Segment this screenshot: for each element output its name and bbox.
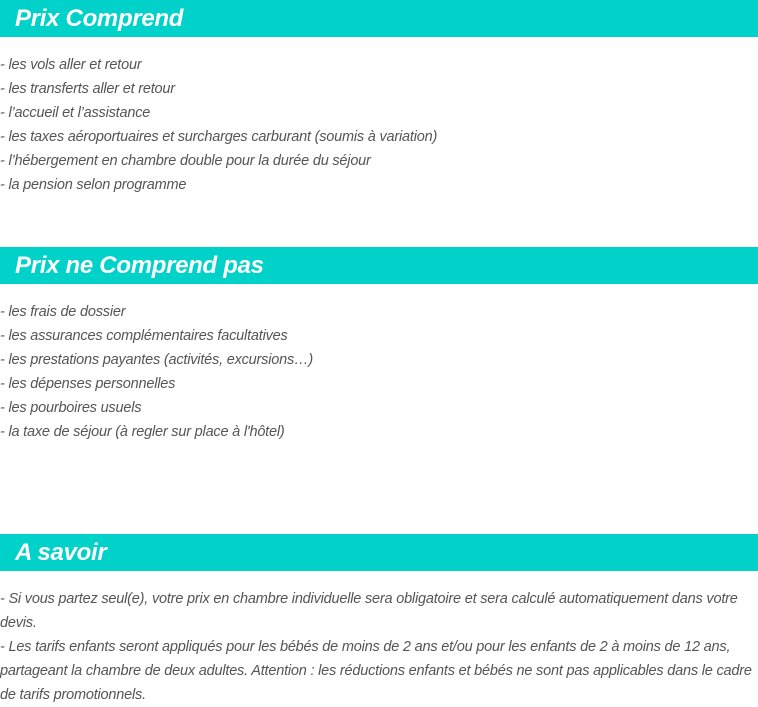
section-title: A savoir bbox=[15, 539, 107, 566]
list-item: - la pension selon programme bbox=[0, 177, 187, 193]
not-included-list bbox=[0, 300, 313, 444]
note-paragraph: - Si vous partez seul(e), votre prix en chambre individuelle sera obligatoire et sera calculé automatiquement dans votre devis. bbox=[0, 591, 738, 631]
section-header-a-savoir bbox=[0, 534, 758, 571]
list-item: - les vols aller et retour bbox=[0, 57, 142, 73]
section-header-prix-comprend bbox=[0, 0, 758, 37]
list-item: - les dépenses personnelles bbox=[0, 376, 176, 392]
list-item: - la taxe de séjour (à regler sur place à l'hôtel) bbox=[0, 424, 285, 440]
section-header-prix-ne-comprend-pas bbox=[0, 247, 758, 284]
list-item: - les pourboires usuels bbox=[0, 400, 142, 416]
a-savoir-notes bbox=[0, 587, 756, 707]
list-item: - les prestations payantes (activités, excursions…) bbox=[0, 352, 313, 368]
list-item: - les frais de dossier bbox=[0, 304, 126, 320]
list-item: - l’hébergement en chambre double pour la durée du séjour bbox=[0, 153, 371, 169]
section-title: Prix ne Comprend pas bbox=[15, 252, 264, 279]
list-item: - les assurances complémentaires facultatives bbox=[0, 328, 288, 344]
note-paragraph: - Les tarifs enfants seront appliqués pour les bébés de moins de 2 ans et/ou pour les enfants de 2 à moins de 12 ans, partageant la chambre de deux adultes. Attention : les réductions enfants et bébés ne sont pas applicables dans le cadre de tarifs promotionnels. bbox=[0, 639, 752, 703]
list-item: - l’accueil et l’assistance bbox=[0, 105, 151, 121]
included-list bbox=[0, 53, 437, 197]
list-item: - les transferts aller et retour bbox=[0, 81, 175, 97]
list-item: - les taxes aéroportuaires et surcharges carburant (soumis à variation) bbox=[0, 129, 438, 145]
section-title: Prix Comprend bbox=[15, 5, 184, 32]
